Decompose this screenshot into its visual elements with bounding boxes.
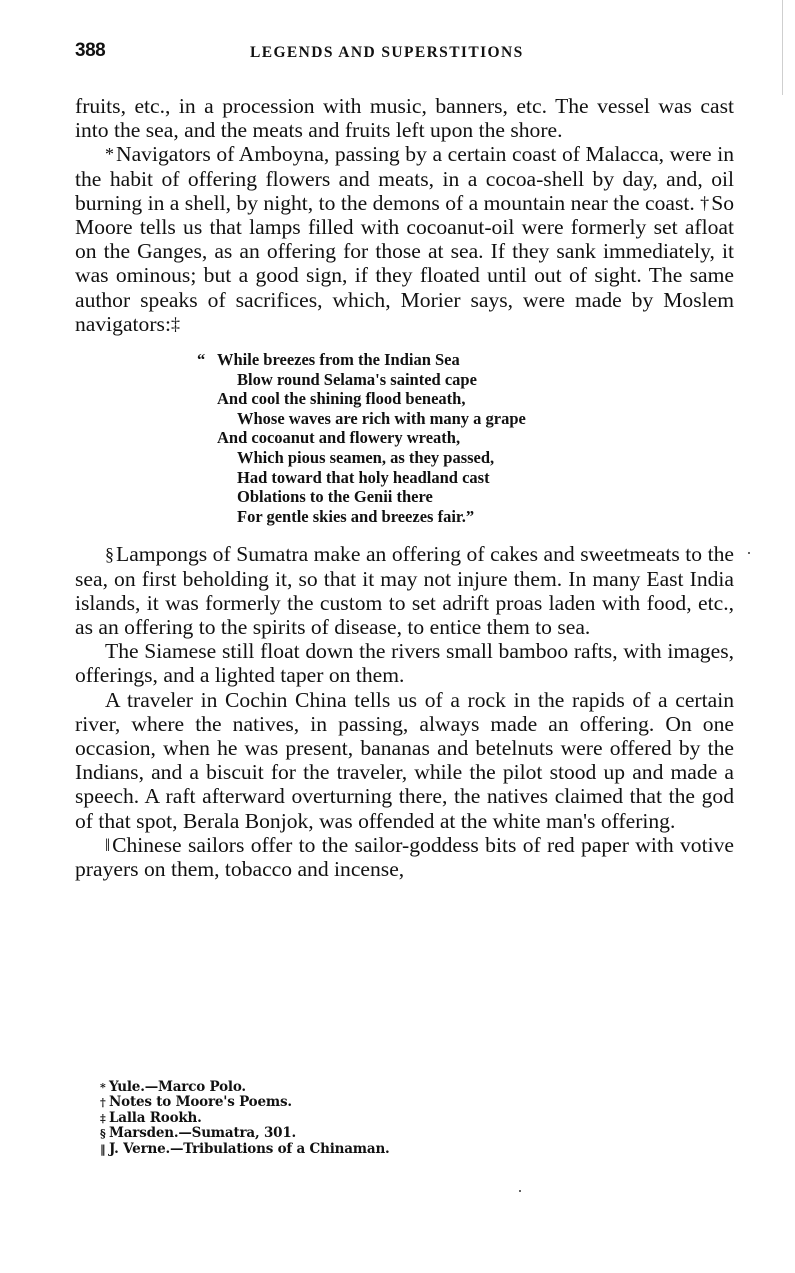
open-quote: “ [197,350,206,370]
paragraph-text: So Moore tells us that lamps filled with cocoanut-oil were formerly set afloat on the Ganges, as an offering for those at sea. If they sank immediately, it was ominous; but a good sign, if they floated until out of sight. The same author speaks of sacrifices, which, Morier says, were made by Moslem navigators: [75,190,735,336]
paragraph-text: Navigators of Amboyna, passing by a certain coast of Malacca, were in the habit of offering flowers and meats, in a cocoa-shell by day, and, oil burning in a shell, by night, to the demons of a mountain near the coast. [75,142,734,215]
paragraph-lampongs [75,542,734,639]
poem-line: Oblations to the Genii there [237,487,433,507]
footnote-item: § Marsden.—Sumatra, 301. [100,1125,297,1142]
paragraph-text: The Siamese still float down the rivers small bamboo rafts, with images, offerings, and a lighted taper on them. [75,639,734,688]
poem-line: “ While breezes from the Indian Sea [197,350,460,370]
page-number: 388 [75,40,106,61]
paragraph-cochin-china [75,688,734,833]
running-head [75,40,735,68]
paragraph-chinese-sailors [75,833,734,881]
footnotes [100,1080,390,1157]
footnote-mark: § [100,1127,106,1141]
footnote-item: † Notes to Moore's Poems. [100,1094,292,1111]
footnote-item: ‡ Lalla Rookh. [100,1109,202,1126]
scan-speck [748,552,750,554]
footnote-item: * Yule.—Marco Polo. [100,1079,246,1095]
paragraph-text: fruits, etc., in a procession with music, banners, etc. The vessel was cast into the sea, and the meats and fruits left upon the shore. [75,94,734,143]
footnote-ref-parallel: ‖ [105,834,111,855]
footnote-mark: † [100,1096,106,1110]
scan-edge-line [782,0,783,95]
poem-line: And cocoanut and flowery wreath, [217,428,461,448]
footnote-mark: * [100,1081,106,1094]
poem-line: Blow round Selama's sainted cape [237,369,477,389]
poem-line: Whose waves are rich with many a grape [237,408,526,428]
footnote-ref-dagger: † [700,192,710,213]
poem-line: For gentle skies and breezes fair.” [237,506,475,526]
paragraph-continuation [75,94,734,142]
paragraph-navigators-of-amboyna [75,142,734,336]
paragraph-siamese [75,639,734,687]
poem-line: Which pious seamen, as they passed, [237,448,495,467]
footnote-ref-asterisk: * [105,144,114,165]
footnote-item: ‖ J. Verne.—Tribulations of a Chinaman. [100,1140,390,1157]
running-title: LEGENDS AND SUPERSTITIONS [250,44,524,61]
footnote-ref-section: § [105,544,114,565]
paragraph-text: Chinese sailors offer to the sailor-goddess bits of red paper with votive prayers on them, tobacco and incense, [75,832,734,882]
scan-speck [519,1190,521,1192]
footnote-mark: ‡ [100,1111,106,1125]
poem-line: Had toward that holy headland cast [237,467,490,487]
poem-quotation [75,350,734,526]
body-text [75,94,734,881]
footnote-mark: ‖ [100,1142,106,1156]
footnote-ref-double-dagger: ‡ [170,313,180,334]
poem-line: And cool the shining flood beneath, [217,389,466,409]
paragraph-text: Lampongs of Sumatra make an offering of cakes and sweetmeats to the sea, on first beholding it, so that it may not injure them. In many East India islands, it was formerly the custom to set adrift proas laden with food, etc., as an offering to the spirits of disease, to entice them to sea. [75,542,734,639]
paragraph-text: A traveler in Cochin China tells us of a rock in the rapids of a certain river, where the natives, in passing, always made an offering. On one occasion, when he was present, bananas and betelnuts were offered by the Indians, and a biscuit for the traveler, while the pilot stood up and made a speech. A raft afterward overturning there, the natives claimed that the god of that spot, Berala Bonjok, was offended at the white man's offering. [75,687,734,833]
